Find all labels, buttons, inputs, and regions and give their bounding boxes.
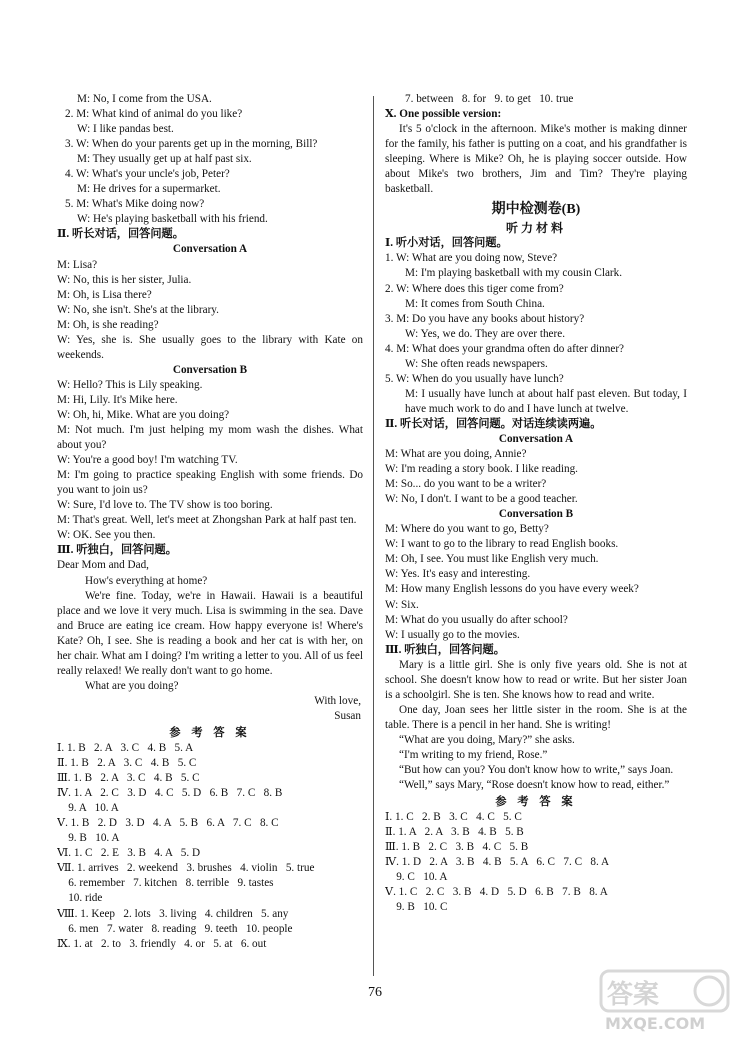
dialog-line: 2. W: Where does this tiger come from? <box>385 282 564 295</box>
answer-line: 10. ride <box>57 892 103 905</box>
answer-line: Ⅷ. 1. Keep 2. lots 3. living 4. children 5. any <box>57 907 289 920</box>
exam-title: 期中检测卷(B) <box>491 202 581 218</box>
story-paragraph: “What are you doing, Mary?” she asks. <box>399 733 575 746</box>
answer-line: Ⅶ. 1. arrives 2. weekend 3. brushes 4. violin 5. true <box>57 862 315 875</box>
svg-text:答案: 答案 <box>607 980 660 1010</box>
dialog-line: 1. W: What are you doing now, Steve? <box>385 252 558 265</box>
dialog-line: W: Yes, we do. They are over there. <box>405 327 565 340</box>
section-heading: Ⅱ. 听长对话，回答问题。 <box>57 228 184 241</box>
answer-line: Ⅳ. 1. D 2. A 3. B 4. B 5. A 6. C 7. C 8. A <box>385 856 610 869</box>
text-line: 3. W: When do your parents get up in the morning, Bill? <box>65 138 318 151</box>
dialog-line: M: Oh, is she reading? <box>57 318 159 331</box>
story-paragraph: “Well,” says Mary, “Rose doesn't know how to read, either.” <box>399 779 670 792</box>
dialog-line: W: Oh, hi, Mike. What are you doing? <box>57 408 230 421</box>
text-line: M: They usually get up at half past six. <box>77 153 252 166</box>
dialog-line: M: That's great. Well, let's meet at Zhongshan Park at half past ten. <box>57 514 357 527</box>
conversation-title: Conversation A <box>172 243 248 256</box>
answer-line: Ⅲ. 1. B 2. C 3. B 4. C 5. B <box>385 841 529 854</box>
answer-line: 6. remember 7. kitchen 8. terrible 9. tastes <box>57 877 274 890</box>
page-number: 76 <box>368 985 382 1000</box>
letter-greeting: Dear Mom and Dad, <box>57 559 149 572</box>
dialog-line: W: OK. See you then. <box>57 529 156 542</box>
version-paragraph: It's 5 o'clock in the afternoon. Mike's mother is making dinner for the family, his father is putting on a coat, and his grandfather is sleeping. Where is Mike? Oh, he is playing soccer outside. How about Mike's two brothers, Jim and Tim? They're playing basketball. <box>385 123 687 196</box>
dialog-line: W: Sure, I'd love to. The TV show is too boring. <box>57 499 273 512</box>
dialog-line: M: How many English lessons do you have every week? <box>385 583 639 596</box>
column-divider <box>373 96 374 976</box>
answer-line: 9. C 10. A <box>385 871 448 884</box>
text-line: 5. M: What's Mike doing now? <box>65 198 205 211</box>
dialog-line: M: I'm playing basketball with my cousin Clark. <box>405 267 623 280</box>
text-line: W: He's playing basketball with his friend. <box>77 213 268 226</box>
section-heading: Ⅱ. 听长对话，回答问题。对话连续读两遍。 <box>385 417 602 430</box>
letter-paragraph: We're fine. Today, we're in Hawaii. Hawaii is a beautiful place and we love it very much. Lisa is swimming in the sea. Dave and Bruce are eating ice cream. How happy everyone is! Where's Kate? Oh, I see. She is reading a book and her cat is with her, on her chair. What am I doing? I'm writing a letter to you. All of us feel really relaxed! We really don't want to go home. <box>57 589 363 677</box>
text-line: W: I like pandas best. <box>77 123 174 136</box>
dialog-line: M: Lisa? <box>57 258 98 271</box>
answer-line: Ⅲ. 1. B 2. A 3. C 4. B 5. C <box>57 772 200 785</box>
answer-line: Ⅴ. 1. C 2. C 3. B 4. D 5. D 6. B 7. B 8. A <box>385 886 608 899</box>
story-paragraph: One day, Joan sees her little sister in the room. She is at the table. There is a pencil in her hand. She is writing! <box>385 703 687 731</box>
answer-line: Ⅰ. 1. C 2. B 3. C 4. C 5. C <box>385 811 522 824</box>
svg-text:MXQE.COM: MXQE.COM <box>605 1014 706 1033</box>
answer-line: 9. B 10. A <box>57 832 120 845</box>
dialog-line: 3. M: Do you have any books about history? <box>385 312 585 325</box>
story-paragraph: “But how can you? You don't know how to write,” says Joan. <box>399 764 674 777</box>
answer-line: 9. A 10. A <box>57 802 119 815</box>
left-column <box>57 92 363 952</box>
dialog-line: W: Yes. It's easy and interesting. <box>385 568 531 581</box>
answer-line: Ⅱ. 1. A 2. A 3. B 4. B 5. B <box>385 826 524 839</box>
dialog-line: W: Yes, she is. She usually goes to the library with Kate on weekends. <box>57 333 363 361</box>
answer-line: Ⅴ. 1. B 2. D 3. D 4. A 5. B 6. A 7. C 8. C <box>57 817 279 830</box>
listening-material-title: 听力材料 <box>505 221 566 236</box>
dialog-line: W: You're a good boy! I'm watching TV. <box>57 454 238 467</box>
dialog-line: W: Hello? This is Lily speaking. <box>57 378 203 391</box>
answer-line: 7. between 8. for 9. to get 10. true <box>405 93 574 105</box>
dialog-line: W: No, she isn't. She's at the library. <box>57 303 219 316</box>
story-paragraph: “I'm writing to my friend, Rose.” <box>399 748 548 761</box>
conversation-title: Conversation B <box>498 508 574 521</box>
answer-line: Ⅰ. 1. B 2. A 3. C 4. B 5. A <box>57 742 194 755</box>
conversation-title: Conversation A <box>498 432 574 445</box>
dialog-line: W: No, this is her sister, Julia. <box>57 273 192 286</box>
answers-title: 参 考 答 案 <box>495 796 577 809</box>
dialog-line: M: Not much. I'm just helping my mom wash the dishes. What about you? <box>57 424 363 452</box>
dialog-line: M: Where do you want to go, Betty? <box>385 523 549 536</box>
dialog-line: M: So... do you want to be a writer? <box>385 478 547 491</box>
letter-line: How's everything at home? <box>85 574 208 587</box>
dialog-line: M: It comes from South China. <box>405 297 545 310</box>
dialog-line: W: Six. <box>385 598 419 611</box>
letter-signature: Susan <box>334 709 361 722</box>
dialog-line: M: I'm going to practice speaking English with some friends. Do you want to join us? <box>57 469 363 497</box>
text-line: 4. W: What's your uncle's job, Peter? <box>65 168 230 181</box>
answers-title: 参 考 答 案 <box>169 726 251 739</box>
section-heading: Ⅰ. 听小对话，回答问题。 <box>385 237 508 250</box>
answer-line: Ⅳ. 1. A 2. C 3. D 4. C 5. D 6. B 7. C 8. B <box>57 787 283 800</box>
answer-line: Ⅸ. 1. at 2. to 3. friendly 4. or 5. at 6. out <box>57 937 267 950</box>
answer-line: 6. men 7. water 8. reading 9. teeth 10. people <box>57 922 293 935</box>
watermark-logo <box>597 965 732 1035</box>
dialog-line: 4. M: What does your grandma often do after dinner? <box>385 342 625 355</box>
dialog-line: M: Oh, is Lisa there? <box>57 288 152 301</box>
text-line: 2. M: What kind of animal do you like? <box>65 108 243 121</box>
dialog-line: 5. W: When do you usually have lunch? <box>385 372 564 385</box>
dialog-line: W: I usually go to the movies. <box>385 628 520 641</box>
answer-line: Ⅱ. 1. B 2. A 3. C 4. B 5. C <box>57 757 197 770</box>
section-heading: Ⅲ. 听独白，回答问题。 <box>385 643 505 656</box>
dialog-line: M: I usually have lunch at about half past eleven. But today, I have much work to do and I have lunch at twelve. <box>405 387 687 415</box>
dialog-line: W: No, I don't. I want to be a good teacher. <box>385 493 578 506</box>
letter-closing: With love, <box>314 694 361 707</box>
dialog-line: W: I'm reading a story book. I like reading. <box>385 463 578 476</box>
conversation-title: Conversation B <box>172 363 248 376</box>
story-paragraph: Mary is a little girl. She is only five years old. She is not at school. She doesn't know how to read or write. But her sister Joan is a schoolgirl. She is ten. She knows how to read and write. <box>385 658 687 701</box>
dialog-line: W: She often reads newspapers. <box>405 357 548 370</box>
dialog-line: M: Oh, I see. You must like English very much. <box>385 553 599 566</box>
answer-line: 9. B 10. C <box>385 901 448 914</box>
dialog-line: W: I want to go to the library to read English books. <box>385 538 619 551</box>
dialog-line: M: What are you doing, Annie? <box>385 448 527 461</box>
section-heading: Ⅲ. 听独白，回答问题。 <box>57 544 177 557</box>
answer-line: Ⅵ. 1. C 2. E 3. B 4. A 5. D <box>57 847 201 860</box>
dialog-line: M: Hi, Lily. It's Mike here. <box>57 393 178 406</box>
section-heading: Ⅹ. One possible version: <box>385 108 502 121</box>
letter-line: What are you doing? <box>85 679 179 692</box>
dialog-line: M: What do you usually do after school? <box>385 613 568 626</box>
text-line: M: No, I come from the USA. <box>77 93 212 105</box>
right-column <box>385 92 687 915</box>
text-line: M: He drives for a supermarket. <box>77 183 221 196</box>
